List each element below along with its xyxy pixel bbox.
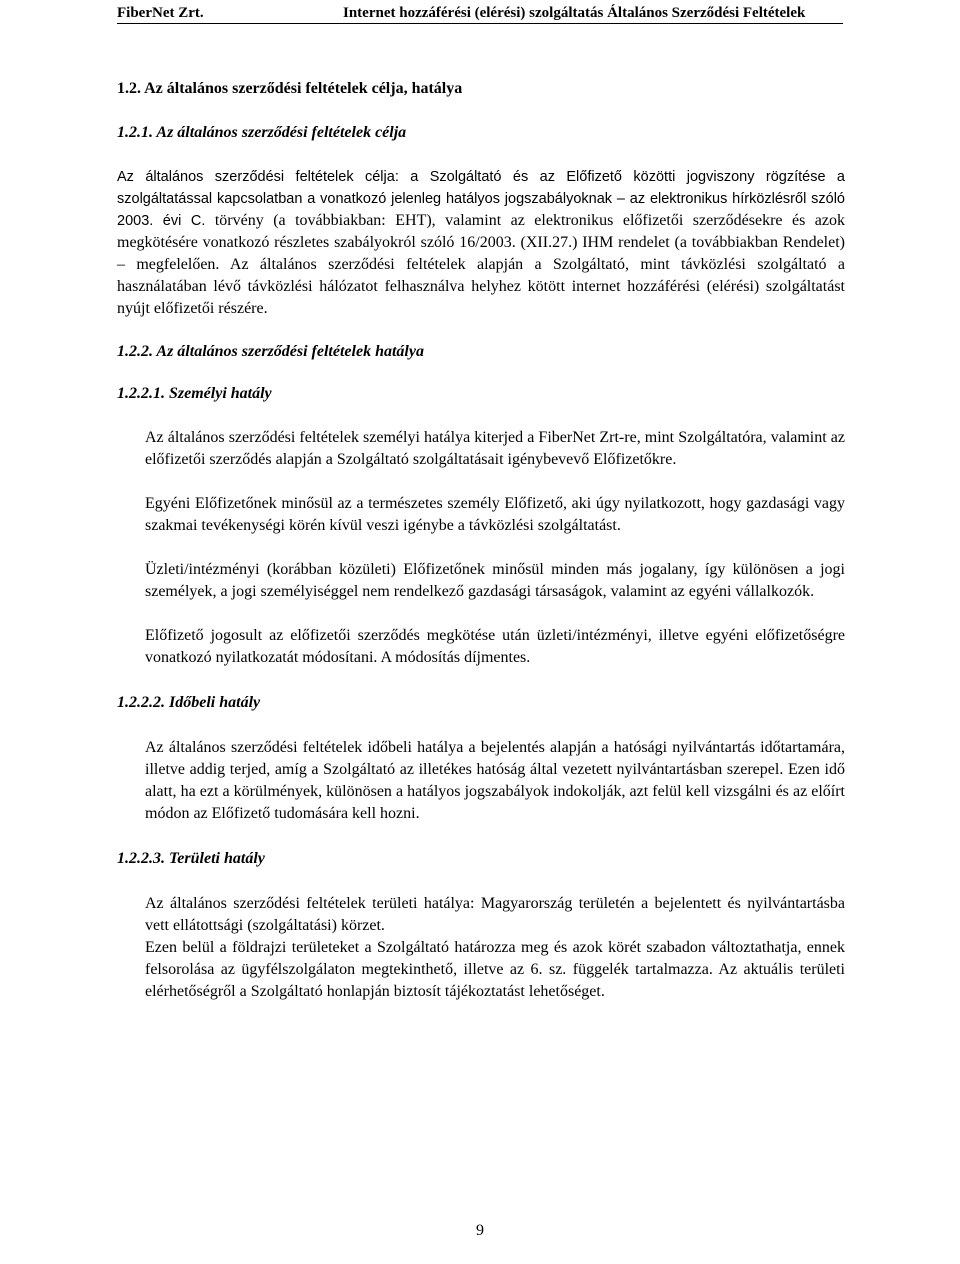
header-company: FiberNet Zrt. [117,5,204,21]
paragraph-1-2-1-part1: Az általános szerződési feltételek célja: a Szolgáltató és az Előfizető közötti jogviszony rögzítése a szolgáltatással kapcsolatban a vonatkozó jelenleg hatályos jogszabályoknak – az elektronikus hírközlésről szóló 2003. évi C. [117,169,845,229]
header-document-title: Internet hozzáférési (elérési) szolgáltatás Általános Szerződési Feltételek [343,5,806,21]
paragraph-individual-subscriber: Egyéni Előfizetőnek minősül az a természetes személy Előfizető, aki úgy nyilatkozott, hogy gazdasági vagy szakmai tevékenységi körén kívül veszi igénybe a távközlési szolgáltatást. [145,495,845,534]
section-heading-1-2: 1.2. Az általános szerződési feltételek célja, hatálya [117,80,463,97]
section-1-2-2-2-body [117,737,845,825]
paragraph-business-subscriber: Üzleti/intézményi (korábban közületi) Előfizetőnek minősül minden más jogalany, így különösen a jogi személyek, a jogi személyiséggel nem rendelkező gazdasági társaságok, valamint az egyéni vállalkozók. [145,561,845,600]
section-1-2-2-1-body [117,427,845,669]
section-heading-1-2-2: 1.2.2. Az általános szerződési feltételek hatálya [117,343,424,360]
header-rule [117,23,843,24]
paragraph-1-2-1-part2: törvény (a továbbiakban: EHT), valamint az elektronikus előfizetői szerződésekre és azok megkötésére vonatkozó részletes szabályokról szóló 16/2003. (XII.27.) IHM rendelet (a továbbiakban Rendelet) – megfelelően. Az általános szerződési feltételek alapján a Szolgáltató, mint távközlési szolgáltató a használatában lévő távközlési hálózatot felhasználva helyhez kötött internet hozzáférési (elérési) szolgáltatást nyújt előfizetői részére. [117,212,845,317]
document-body [117,78,845,1003]
paragraph-territorial-areas: Ezen belül a földrajzi területeket a Szolgáltató határozza meg és azok körét szabadon változtathatja, ennek felsorolása az ügyfélszolgálaton megtekinthető, illetve az 6. sz. függelék tartalmazza. Az aktuális területi elérhetőségről a Szolgáltató honlapján biztosít tájékoztatást lehetőséget. [145,939,845,1000]
page-header [0,0,960,32]
paragraph-territorial-scope: Az általános szerződési feltételek területi hatálya: Magyarország területén a bejelentett és nyilvántartásba vett ellátottsági (szolgáltatási) körzet. [145,895,845,934]
section-heading-1-2-2-1: 1.2.2.1. Személyi hatály [117,385,272,402]
section-1-2-2-3-body [117,893,845,1003]
section-heading-1-2-1: 1.2.1. Az általános szerződési feltételek célja [117,124,407,141]
paragraph-personal-scope: Az általános szerződési feltételek személyi hatálya kiterjed a FiberNet Zrt-re, mint Szolgáltatóra, valamint az előfizetői szerződés alapján a Szolgáltató szolgáltatásait igénybevevő Előfizetőkre. [145,429,845,468]
paragraph-subscriber-change: Előfizető jogosult az előfizetői szerződés megkötése után üzleti/intézményi, illetve egyéni előfizetőségre vonatkozó nyilatkozatát módosítani. A módosítás díjmentes. [145,627,845,666]
page-number: 9 [476,1222,484,1239]
section-heading-1-2-2-2: 1.2.2.2. Időbeli hatály [117,694,261,711]
paragraph-time-scope: Az általános szerződési feltételek időbeli hatálya a bejelentés alapján a hatósági nyilvántartás időtartamára, illetve addig terjed, amíg a Szolgáltató az illetékes hatóság által vezetett nyilvántartásban szerepel. Ezen idő alatt, ha ezt a körülmények, különösen a hatályos jogszabályok indokolják, azt felül kell vizsgálni és az előírt módon az Előfizető tudomására kell hozni. [145,739,845,822]
paragraph-1-2-1 [117,166,845,320]
section-heading-1-2-2-3: 1.2.2.3. Területi hatály [117,850,265,867]
